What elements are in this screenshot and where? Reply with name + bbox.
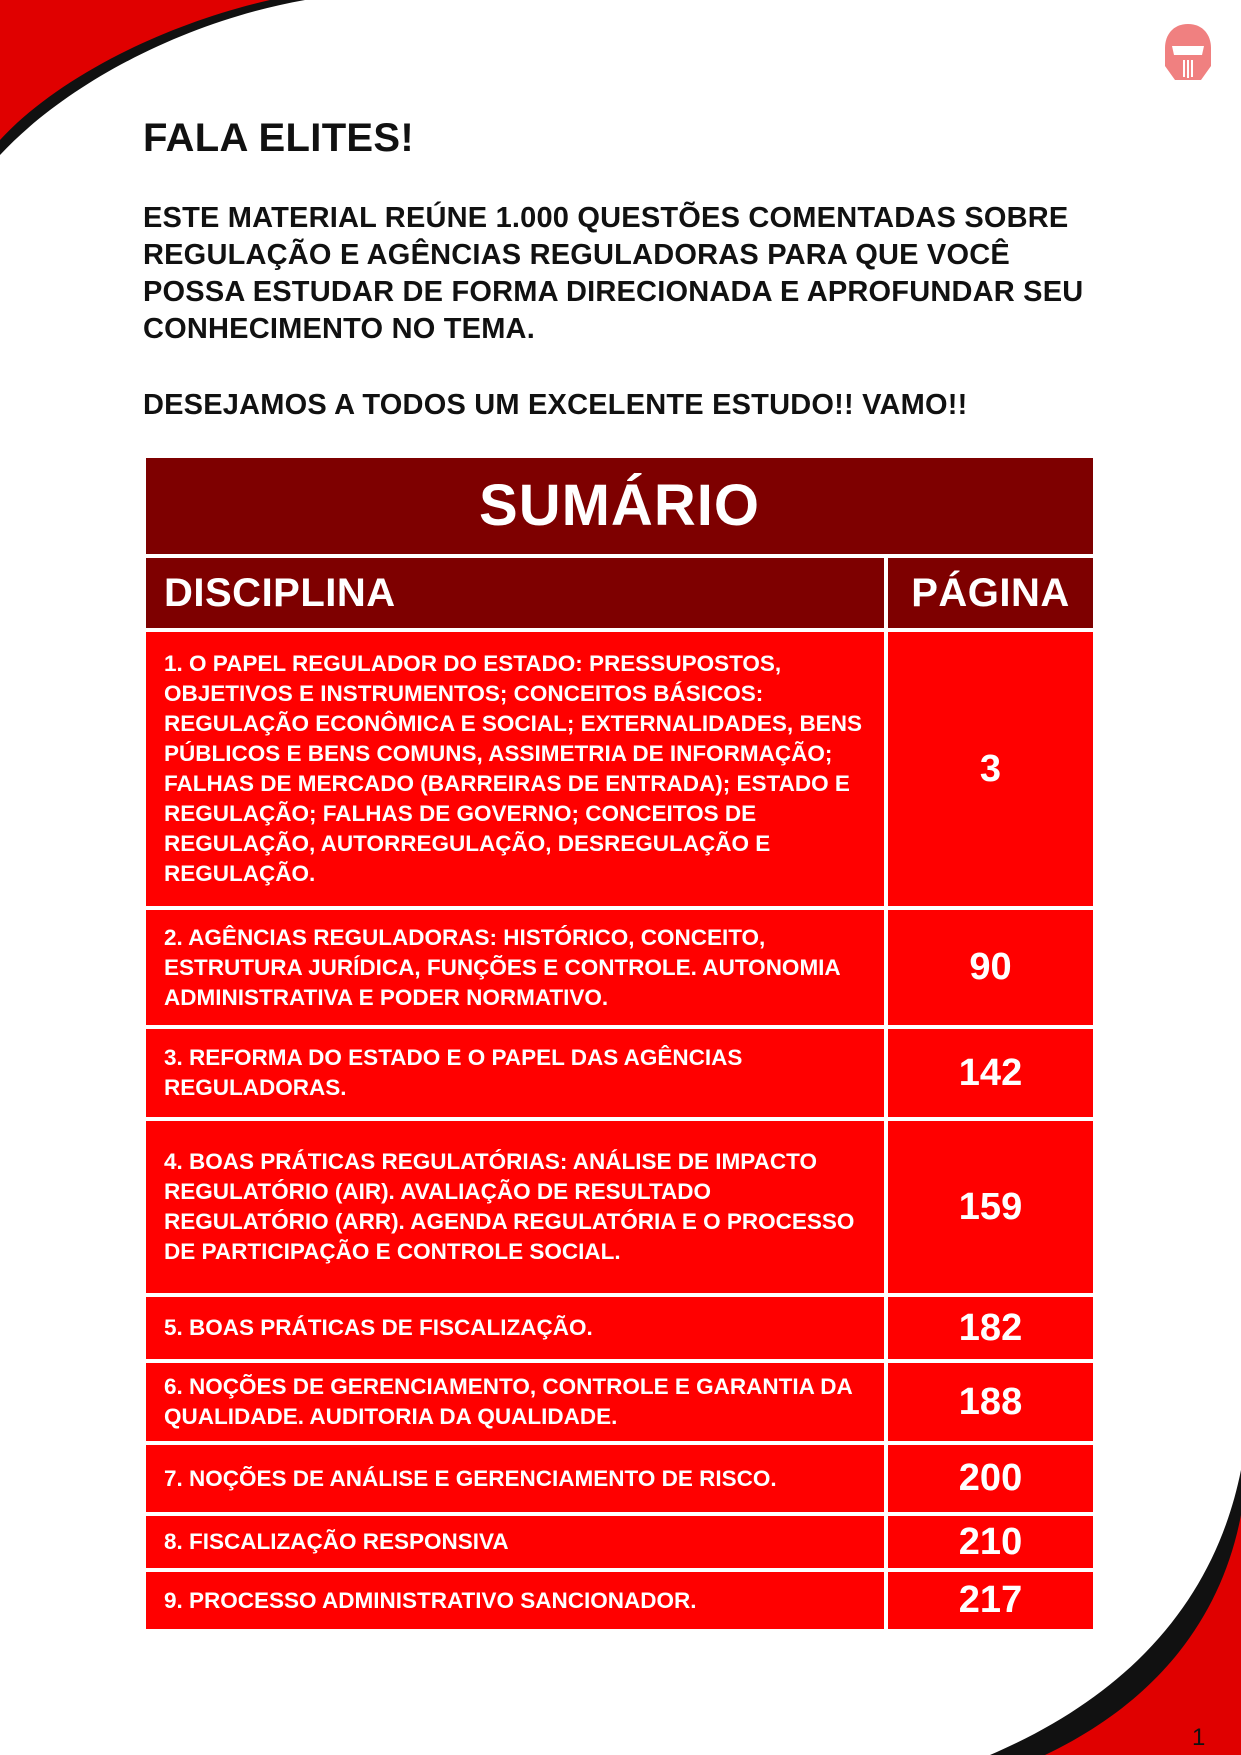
toc-subject: 6. NOÇÕES DE GERENCIAMENTO, CONTROLE E GARANTIA DA QUALIDADE. AUDITORIA DA QUALIDADE. (146, 1363, 884, 1441)
toc-row[interactable] (146, 1029, 1093, 1117)
toc-page: 182 (888, 1297, 1093, 1359)
helmet-logo-icon (1162, 22, 1214, 84)
toc-page: 142 (888, 1029, 1093, 1117)
column-header-subject: DISCIPLINA (146, 558, 884, 628)
toc-page: 217 (888, 1572, 1093, 1629)
toc-subject: 4. BOAS PRÁTICAS REGULATÓRIAS: ANÁLISE DE IMPACTO REGULATÓRIO (AIR). AVALIAÇÃO DE RESULTADO REGULATÓRIO (ARR). AGENDA REGULATÓRIA E O PROCESSO DE PARTICIPAÇÃO E CONTROLE SOCIAL. (146, 1121, 884, 1293)
table-of-contents (146, 458, 1093, 1629)
toc-row[interactable] (146, 1572, 1093, 1629)
page-heading: FALA ELITES! (143, 116, 415, 160)
toc-row[interactable] (146, 632, 1093, 906)
toc-subject: 7. NOÇÕES DE ANÁLISE E GERENCIAMENTO DE RISCO. (146, 1445, 884, 1512)
intro-paragraph: ESTE MATERIAL REÚNE 1.000 QUESTÕES COMENTADAS SOBRE REGULAÇÃO E AGÊNCIAS REGULADORAS PARA QUE VOCÊ POSSA ESTUDAR DE FORMA DIRECIONADA E APROFUNDAR SEU CONHECIMENTO NO TEMA. (143, 202, 1084, 345)
toc-row[interactable] (146, 1363, 1093, 1441)
toc-page: 3 (888, 632, 1093, 906)
toc-subject: 2. AGÊNCIAS REGULADORAS: HISTÓRICO, CONCEITO, ESTRUTURA JURÍDICA, FUNÇÕES E CONTROLE. AUTONOMIA ADMINISTRATIVA E PODER NORMATIVO. (146, 910, 884, 1025)
toc-row[interactable] (146, 1121, 1093, 1293)
closing-wish: DESEJAMOS A TODOS UM EXCELENTE ESTUDO!! VAMO!! (143, 389, 968, 421)
toc-row[interactable] (146, 910, 1093, 1025)
toc-row[interactable] (146, 1516, 1093, 1568)
page-number: 1 (1192, 1724, 1206, 1751)
toc-page: 210 (888, 1516, 1093, 1568)
toc-page: 90 (888, 910, 1093, 1025)
toc-subject: 9. PROCESSO ADMINISTRATIVO SANCIONADOR. (146, 1572, 884, 1629)
toc-row[interactable] (146, 1297, 1093, 1359)
toc-title: SUMÁRIO (146, 458, 1093, 554)
toc-subject: 8. FISCALIZAÇÃO RESPONSIVA (146, 1516, 884, 1568)
toc-subject: 3. REFORMA DO ESTADO E O PAPEL DAS AGÊNCIAS REGULADORAS. (146, 1029, 884, 1117)
toc-header-row (146, 558, 1093, 628)
toc-subject: 5. BOAS PRÁTICAS DE FISCALIZAÇÃO. (146, 1297, 884, 1359)
toc-row[interactable] (146, 1445, 1093, 1512)
toc-page: 188 (888, 1363, 1093, 1441)
toc-page: 200 (888, 1445, 1093, 1512)
toc-page: 159 (888, 1121, 1093, 1293)
toc-subject: 1. O PAPEL REGULADOR DO ESTADO: PRESSUPOSTOS, OBJETIVOS E INSTRUMENTOS; CONCEITOS BÁSICOS: REGULAÇÃO ECONÔMICA E SOCIAL; EXTERNALIDADES, BENS PÚBLICOS E BENS COMUNS, ASSIMETRIA DE INFORMAÇÃO; FALHAS DE MERCADO (BARREIRAS DE ENTRADA); ESTADO E REGULAÇÃO; FALHAS DE GOVERNO; CONCEITOS DE REGULAÇÃO, AUTORREGULAÇÃO, DESREGULAÇÃO E REGULAÇÃO. (146, 632, 884, 906)
column-header-page: PÁGINA (888, 558, 1093, 628)
